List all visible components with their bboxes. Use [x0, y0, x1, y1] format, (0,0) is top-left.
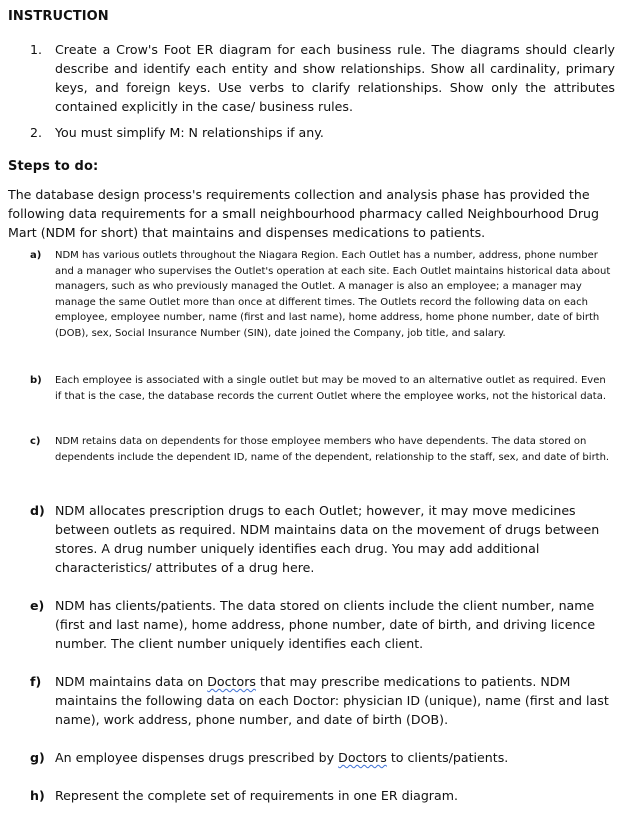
rule-f-text	[55, 672, 615, 729]
rule-b-text: Each employee is associated with a single outlet but may be moved to an alternative outlet as required. Even if that is the case, the database records the current Outlet where the employee works, not the historical data.	[55, 375, 607, 402]
rule-g	[30, 748, 615, 767]
instruction-item-2-text: You must simplify M: N relationships if any.	[55, 125, 324, 140]
rule-d-text: NDM allocates prescription drugs to each Outlet; however, it may move medicines between outlets as required. NDM maintains data on the movement of drugs between stores. A drug number uniquely identifies each drug. You may add additional characteristics/ attributes of a drug here.	[55, 503, 600, 575]
rule-e-text: NDM has clients/patients. The data stored on clients include the client number, name (first and last name), home address, phone number, date of birth, and driving licence number. The client number uniquely identifies each client.	[55, 598, 596, 651]
rule-e	[30, 596, 615, 653]
spellcheck-marked-word[interactable]: Doctors	[338, 750, 387, 765]
rule-f	[30, 672, 615, 729]
instruction-item-1-text: Create a Crow's Foot ER diagram for each business rule. The diagrams should clearly describe and identify each entity and show relationships. Show all cardinality, primary keys, and foreign keys. Use verbs to clarify relationships. Show only the attributes contained explicitly in the case/ business rules.	[55, 42, 615, 114]
instruction-item-1	[30, 40, 615, 116]
rule-g-text-start: An employee dispenses drugs prescribed by	[55, 750, 339, 765]
instruction-item-2	[30, 123, 615, 142]
rule-h-letter: h)	[30, 788, 45, 803]
rule-h	[30, 786, 615, 805]
rule-g-text	[55, 748, 615, 767]
rule-g-text-end: to clients/patients.	[386, 750, 509, 765]
rule-g-letter: g)	[30, 750, 45, 765]
rule-a-text: NDM has various outlets throughout the Niagara Region. Each Outlet has a number, address, phone number and a manager who supervises the Outlet's operation at each site. Each Outlet maintains historical data about managers, such as who previously managed the Outlet. A manager is also an employee; a manager may manage the same Outlet more than once at different times. The Outlets record the following data on each employee, employee number, name (first and last name), home address, home phone number, date of birth (DOB), sex, Social Insurance Number (SIN), date joined the Company, job title, and salary.	[55, 250, 611, 339]
rule-c-text: NDM retains data on dependents for those employee members who have dependents. The data stored on dependents include the dependent ID, name of the dependent, relationship to the staff, sex, and date of birth.	[55, 436, 610, 463]
instruction-heading: INSTRUCTION	[8, 9, 109, 24]
rule-c-letter: c)	[30, 436, 41, 447]
rule-e-letter: e)	[30, 598, 45, 613]
rule-b-letter: b)	[30, 375, 42, 386]
rule-c	[30, 434, 615, 465]
steps-intro-paragraph: The database design process's requirements collection and analysis phase has provided the following data requirements for a small neighbourhood pharmacy called Neighbourhood Drug Mart (NDM for short) that maintains and dispenses medications to patients.	[8, 187, 600, 240]
rule-f-letter: f)	[30, 674, 42, 689]
rule-f-text-end: that may prescribe medications to patients. NDM maintains the following data on each Doctor: physician ID (unique), name (first and last name), work address, phone number, and date of birth (DOB).	[55, 674, 609, 727]
rule-a-letter: a)	[30, 250, 42, 261]
rule-a	[30, 248, 615, 341]
rule-f-text-start: NDM maintains data on	[55, 674, 208, 689]
instruction-item-2-number: 2.	[30, 125, 43, 140]
rule-d	[30, 501, 615, 577]
steps-heading: Steps to do:	[8, 159, 99, 174]
rule-d-letter: d)	[30, 503, 45, 518]
instruction-item-1-number: 1.	[30, 42, 43, 57]
spellcheck-marked-word[interactable]: Doctors	[207, 674, 256, 689]
rule-h-text: Represent the complete set of requirements in one ER diagram.	[55, 788, 458, 803]
rule-b	[30, 373, 615, 404]
